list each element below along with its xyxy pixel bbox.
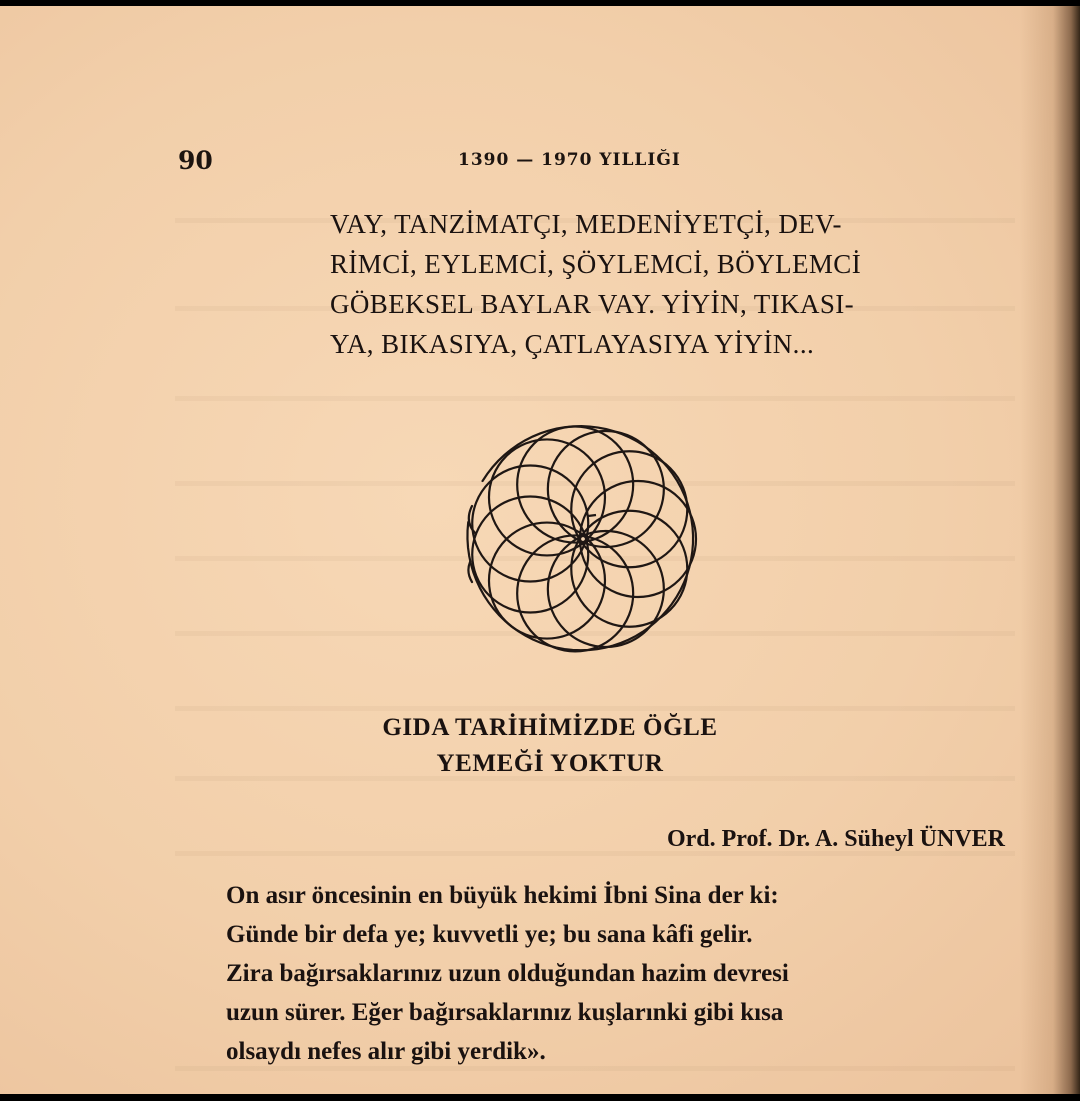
poem-line: RİMCİ, EYLEMCİ, ŞÖYLEMCİ, BÖYLEMCİ xyxy=(330,249,862,279)
book-page xyxy=(0,6,1080,1094)
poem-block xyxy=(330,204,1020,364)
body-line: olsaydı nefes alır gibi yerdik». xyxy=(226,1038,546,1065)
article-author: Ord. Prof. Dr. A. Süheyl ÜNVER xyxy=(666,826,1005,852)
body-line: On asır öncesinin en büyük hekimi İbni Sina der ki: xyxy=(226,882,779,909)
show-through-line xyxy=(175,396,1015,401)
page-number: 90 xyxy=(178,146,213,175)
running-title: 1390 — 1970 YILLIĞI xyxy=(458,150,681,170)
article-title-line: YEMEĞİ YOKTUR xyxy=(436,750,664,777)
body-line: Zira bağırsaklarınız uzun olduğundan hazim devresi xyxy=(226,960,789,987)
poem-line: GÖBEKSEL BAYLAR VAY. YİYİN, TIKASI- xyxy=(330,289,855,319)
article-title-line: GIDA TARİHİMİZDE ÖĞLE xyxy=(382,714,718,741)
body-line: Günde bir defa ye; kuvvetli ye; bu sana kâfi gelir. xyxy=(226,921,753,948)
poem-line: VAY, TANZİMATÇI, MEDENİYETÇİ, DEV- xyxy=(330,209,842,239)
article-body xyxy=(226,876,1016,1071)
poem-line: YA, BIKASIYA, ÇATLAYASIYA YİYİN... xyxy=(330,329,815,359)
article-title xyxy=(300,710,800,782)
body-line: uzun sürer. Eğer bağırsaklarınız kuşlarınki gibi kısa xyxy=(226,999,784,1026)
spirograph-ornament-icon xyxy=(458,414,708,664)
page-header xyxy=(0,146,1080,186)
book-gutter-shadow xyxy=(1020,6,1080,1094)
